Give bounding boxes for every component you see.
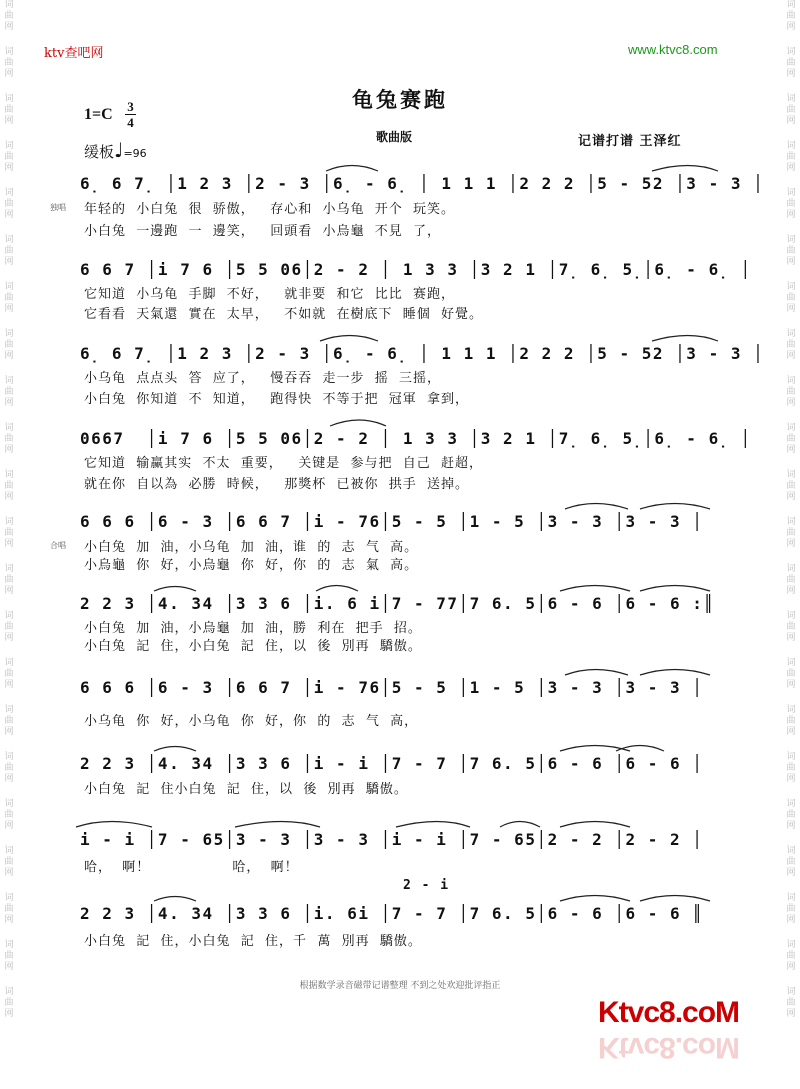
notation-line: 2 2 3 │4. 34 │3 3 6 │i. 6 i│7 - 77│7 6. 5│6 - 6 │6 - 6 :║: [80, 594, 715, 613]
notation-line: 6 6 6 │6 - 3 │6 6 7 │i - 76│5 - 5 │1 - 5 │3 - 3 │3 - 3 │: [80, 512, 704, 531]
key-signature: 1=C: [84, 106, 113, 123]
side-watermark-left: 词曲网 词曲网 词曲网 词曲网 词曲网 词曲网 词曲网 词曲网 词曲网 词曲网 词曲网 词曲网 词曲网 词曲网 词曲网 词曲网 词曲网 词曲网 词曲网 词曲网 词曲网 词曲网: [4, 0, 14, 1019]
lyric-line: 哈， 啊！ 哈， 啊！: [84, 860, 299, 875]
lyric-line: 小乌龟 你 好，小乌龟 你 好，你 的 志 气 高，: [84, 714, 419, 729]
notation-line: 6 6 7 │i 7 6 │5 5 06│2 - 2 │ 1 3 3 │3 2 1 │7̣ 6̣ 5̣│6̣ - 6̣ │: [80, 260, 752, 279]
side-watermark-right: 词曲网 词曲网 词曲网 词曲网 词曲网 词曲网 词曲网 词曲网 词曲网 词曲网 词曲网 词曲网 词曲网 词曲网 词曲网 词曲网 词曲网 词曲网 词曲网 词曲网 词曲网 词曲网: [786, 0, 796, 1019]
notation-line: 6 6 6 │6 - 3 │6 6 7 │i - 76│5 - 5 │1 - 5 │3 - 3 │3 - 3 │: [80, 678, 704, 697]
lyric-line: 小乌龟 点点头 答 应了， 慢吞吞 走一步 摇 三摇，: [84, 371, 441, 386]
lyric-line: 小白兔 加 油，小乌龟 加 油，谁 的 志 气 高。: [84, 540, 419, 555]
notation-line: 2 2 3 │4. 34 │3 3 6 │i. 6i │7 - 7 │7 6. 5│6 - 6 │6 - 6 ║: [80, 904, 704, 923]
lyric-line: 小烏龜 你 好，小烏龜 你 好，你 的 志 氣 高。: [84, 558, 419, 573]
lyric-line: 小白兔 記 住，小白兔 記 住，以 後 別再 驕傲。: [84, 639, 422, 654]
role-label: 独唱: [50, 203, 66, 212]
footer-note: 根据数学录音磁带记谱整理 不到之处欢迎批评指正: [299, 981, 501, 991]
meter-top: 3: [127, 99, 134, 114]
logo-reflection: Ktvc8.coM: [598, 1031, 740, 1064]
lyric-line: 它知道 输赢其实 不太 重要， 关键是 参与把 自己 赶超，: [84, 456, 483, 471]
credits: 记谱打谱 王泽红: [578, 134, 682, 149]
quarter-note-icon: ♩: [114, 138, 124, 162]
brand-url: www.ktvc8.com: [628, 42, 718, 57]
lyric-line: 小白兔 記 住，小白兔 記 住，千 萬 別再 驕傲。: [84, 934, 422, 949]
site-logo: Ktvc8.coM: [598, 996, 740, 1029]
tempo-value: =96: [123, 147, 147, 160]
lyric-line: 它知道 小乌龟 手脚 不好， 就非要 和它 比比 赛跑，: [84, 287, 455, 302]
upper-voice: 2 - i: [403, 878, 450, 893]
time-signature: [125, 100, 136, 129]
lyric-line: 小白兔 你知道 不 知道， 跑得快 不等于把 冠軍 拿到，: [84, 392, 469, 407]
lyric-line: 小白兔 記 住小白兔 記 住，以 後 別再 驕傲。: [84, 782, 408, 797]
brand-left: ktv查吧网: [44, 46, 104, 61]
notation-line: i - i │7 - 65│3 - 3 │3 - 3 │i - i │7 - 65│2 - 2 │2 - 2 │: [80, 830, 704, 849]
song-title: 龟兔赛跑: [352, 88, 448, 112]
lyric-line: 小白兔 一邊跑 一 邊笑， 回頭看 小烏龜 不見 了，: [84, 224, 441, 239]
subtitle: 歌曲版: [376, 130, 413, 144]
lyric-line: 就在你 自以為 必勝 時候， 那獎杯 已被你 拱手 送掉。: [84, 477, 469, 492]
role-label: 合唱: [50, 541, 66, 550]
notation-line: 2 2 3 │4. 34 │3 3 6 │i - i │7 - 7 │7 6. 5│6 - 6 │6 - 6 │: [80, 754, 704, 773]
lyric-line: 小白兔 加 油，小烏龜 加 油，勝 利在 把手 招。: [84, 621, 422, 636]
lyric-line: 年轻的 小白兔 很 骄傲， 存心和 小乌龟 开个 玩笑。: [84, 202, 455, 217]
notation-line: 0667 │i 7 6 │5 5 06│2 - 2 │ 1 3 3 │3 2 1 │7̣ 6̣ 5̣│6̣ - 6̣ │: [80, 429, 752, 448]
tempo-label: 缓板: [84, 143, 115, 161]
tempo-marking: [84, 138, 147, 162]
notation-line: 6̣ 6 7̣ │1 2 3 │2 - 3 │6̣ - 6̣ │ 1 1 1 │2 2 2 │5 - 52 │3 - 3 │: [80, 174, 765, 193]
lyric-line: 它看看 天氣還 實在 太早， 不如就 在樹底下 睡個 好覺。: [84, 307, 483, 322]
notation-line: 6̣ 6 7̣ │1 2 3 │2 - 3 │6̣ - 6̣ │ 1 1 1 │2 2 2 │5 - 52 │3 - 3 │: [80, 344, 765, 363]
meter-bottom: 4: [127, 115, 134, 130]
